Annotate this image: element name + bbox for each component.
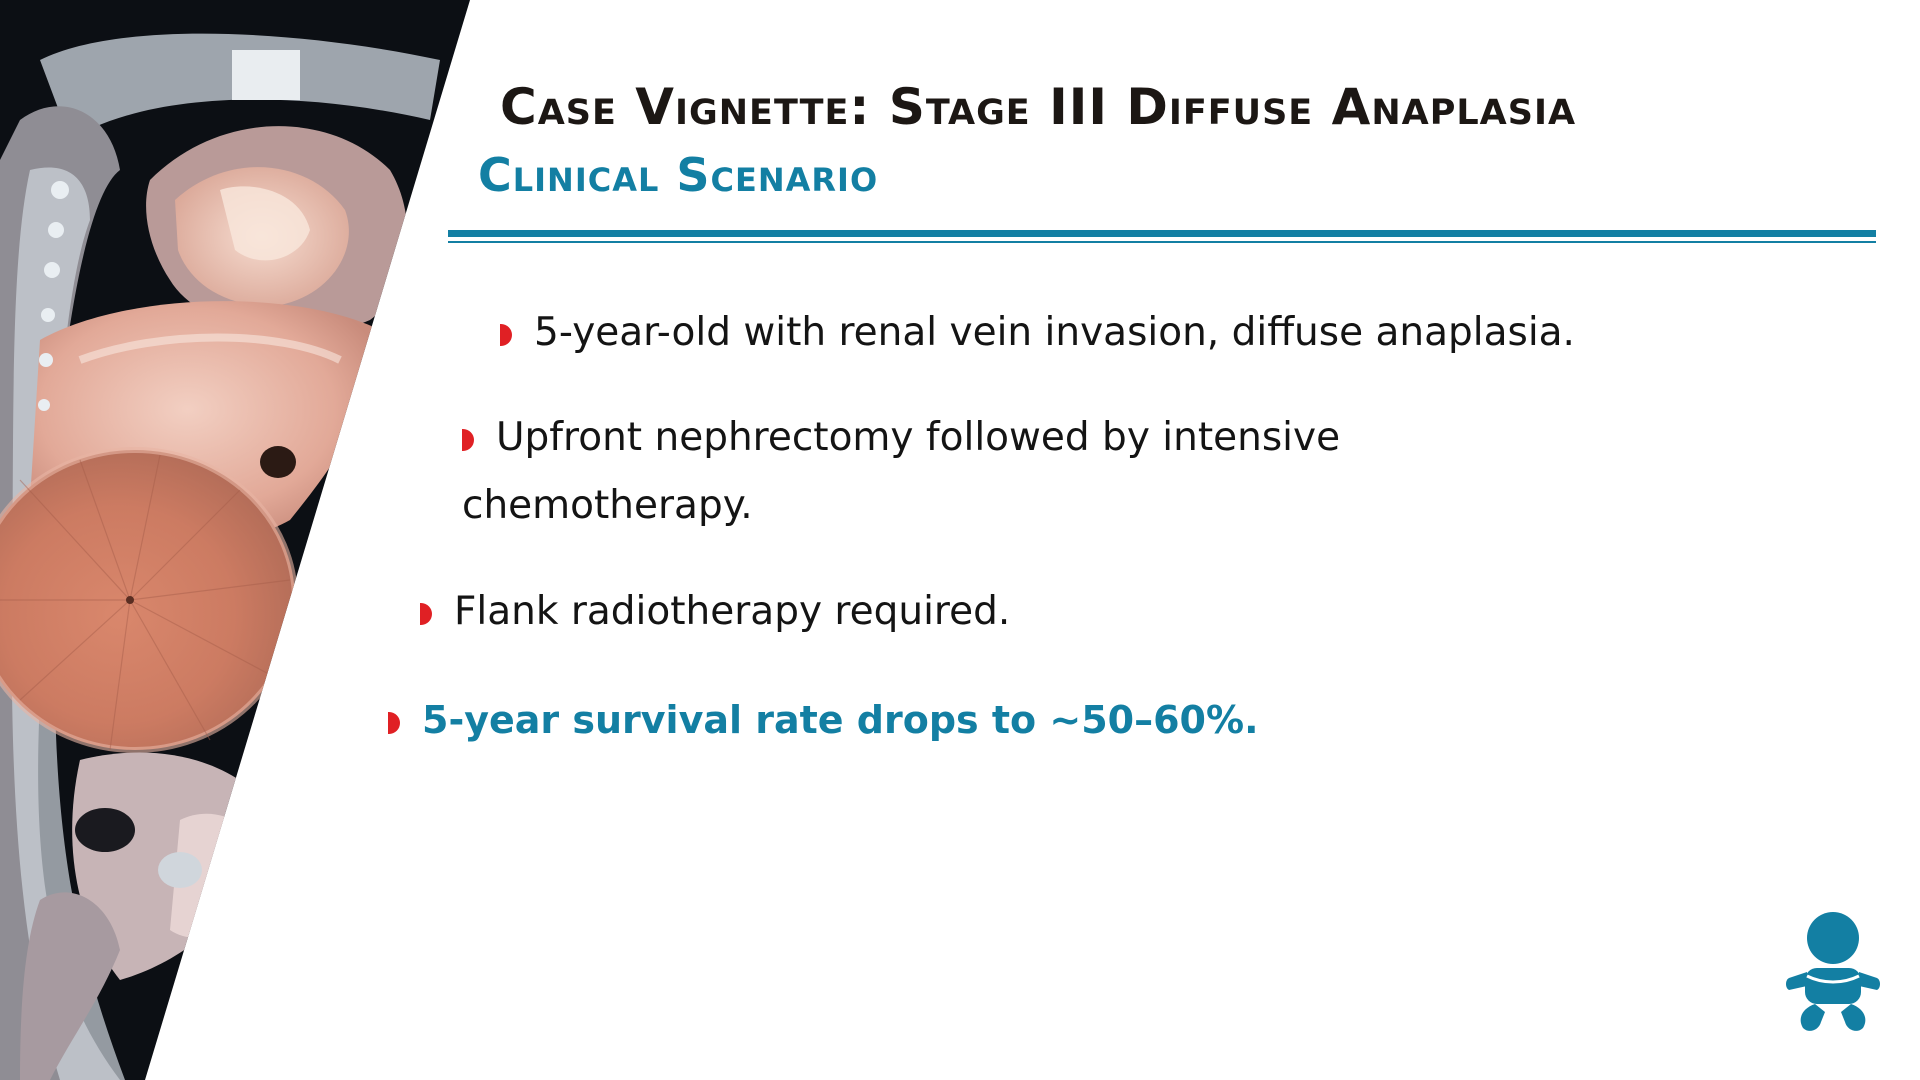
- anatomical-illustration: [0, 0, 480, 1080]
- header-divider-thin: [448, 241, 1876, 243]
- slide-title: Case Vignette: Stage III Diffuse Anaplasia: [500, 78, 1577, 136]
- bullet-item-4-highlight: [388, 686, 1688, 754]
- header-divider-thick: [448, 230, 1876, 237]
- half-circle-bullet-icon: [462, 429, 474, 451]
- half-circle-bullet-icon: [388, 712, 400, 734]
- bullet-text-3: Flank radiotherapy required.: [454, 589, 1011, 634]
- half-circle-bullet-icon: [420, 603, 432, 625]
- bullet-text-2: Upfront nephrectomy followed by intensive chemotherapy.: [462, 415, 1341, 528]
- bullet-text-4: 5-year survival rate drops to ~50–60%.: [422, 698, 1259, 742]
- bullet-item-2: [462, 404, 1562, 540]
- slide-subtitle: Clinical Scenario: [478, 148, 879, 202]
- bullet-item-1: [500, 299, 1840, 367]
- baby-icon: [1785, 910, 1881, 1038]
- bullet-text-1: 5-year-old with renal vein invasion, diffuse anaplasia.: [534, 310, 1575, 355]
- bullet-item-3: [420, 578, 1620, 646]
- half-circle-bullet-icon: [500, 324, 512, 346]
